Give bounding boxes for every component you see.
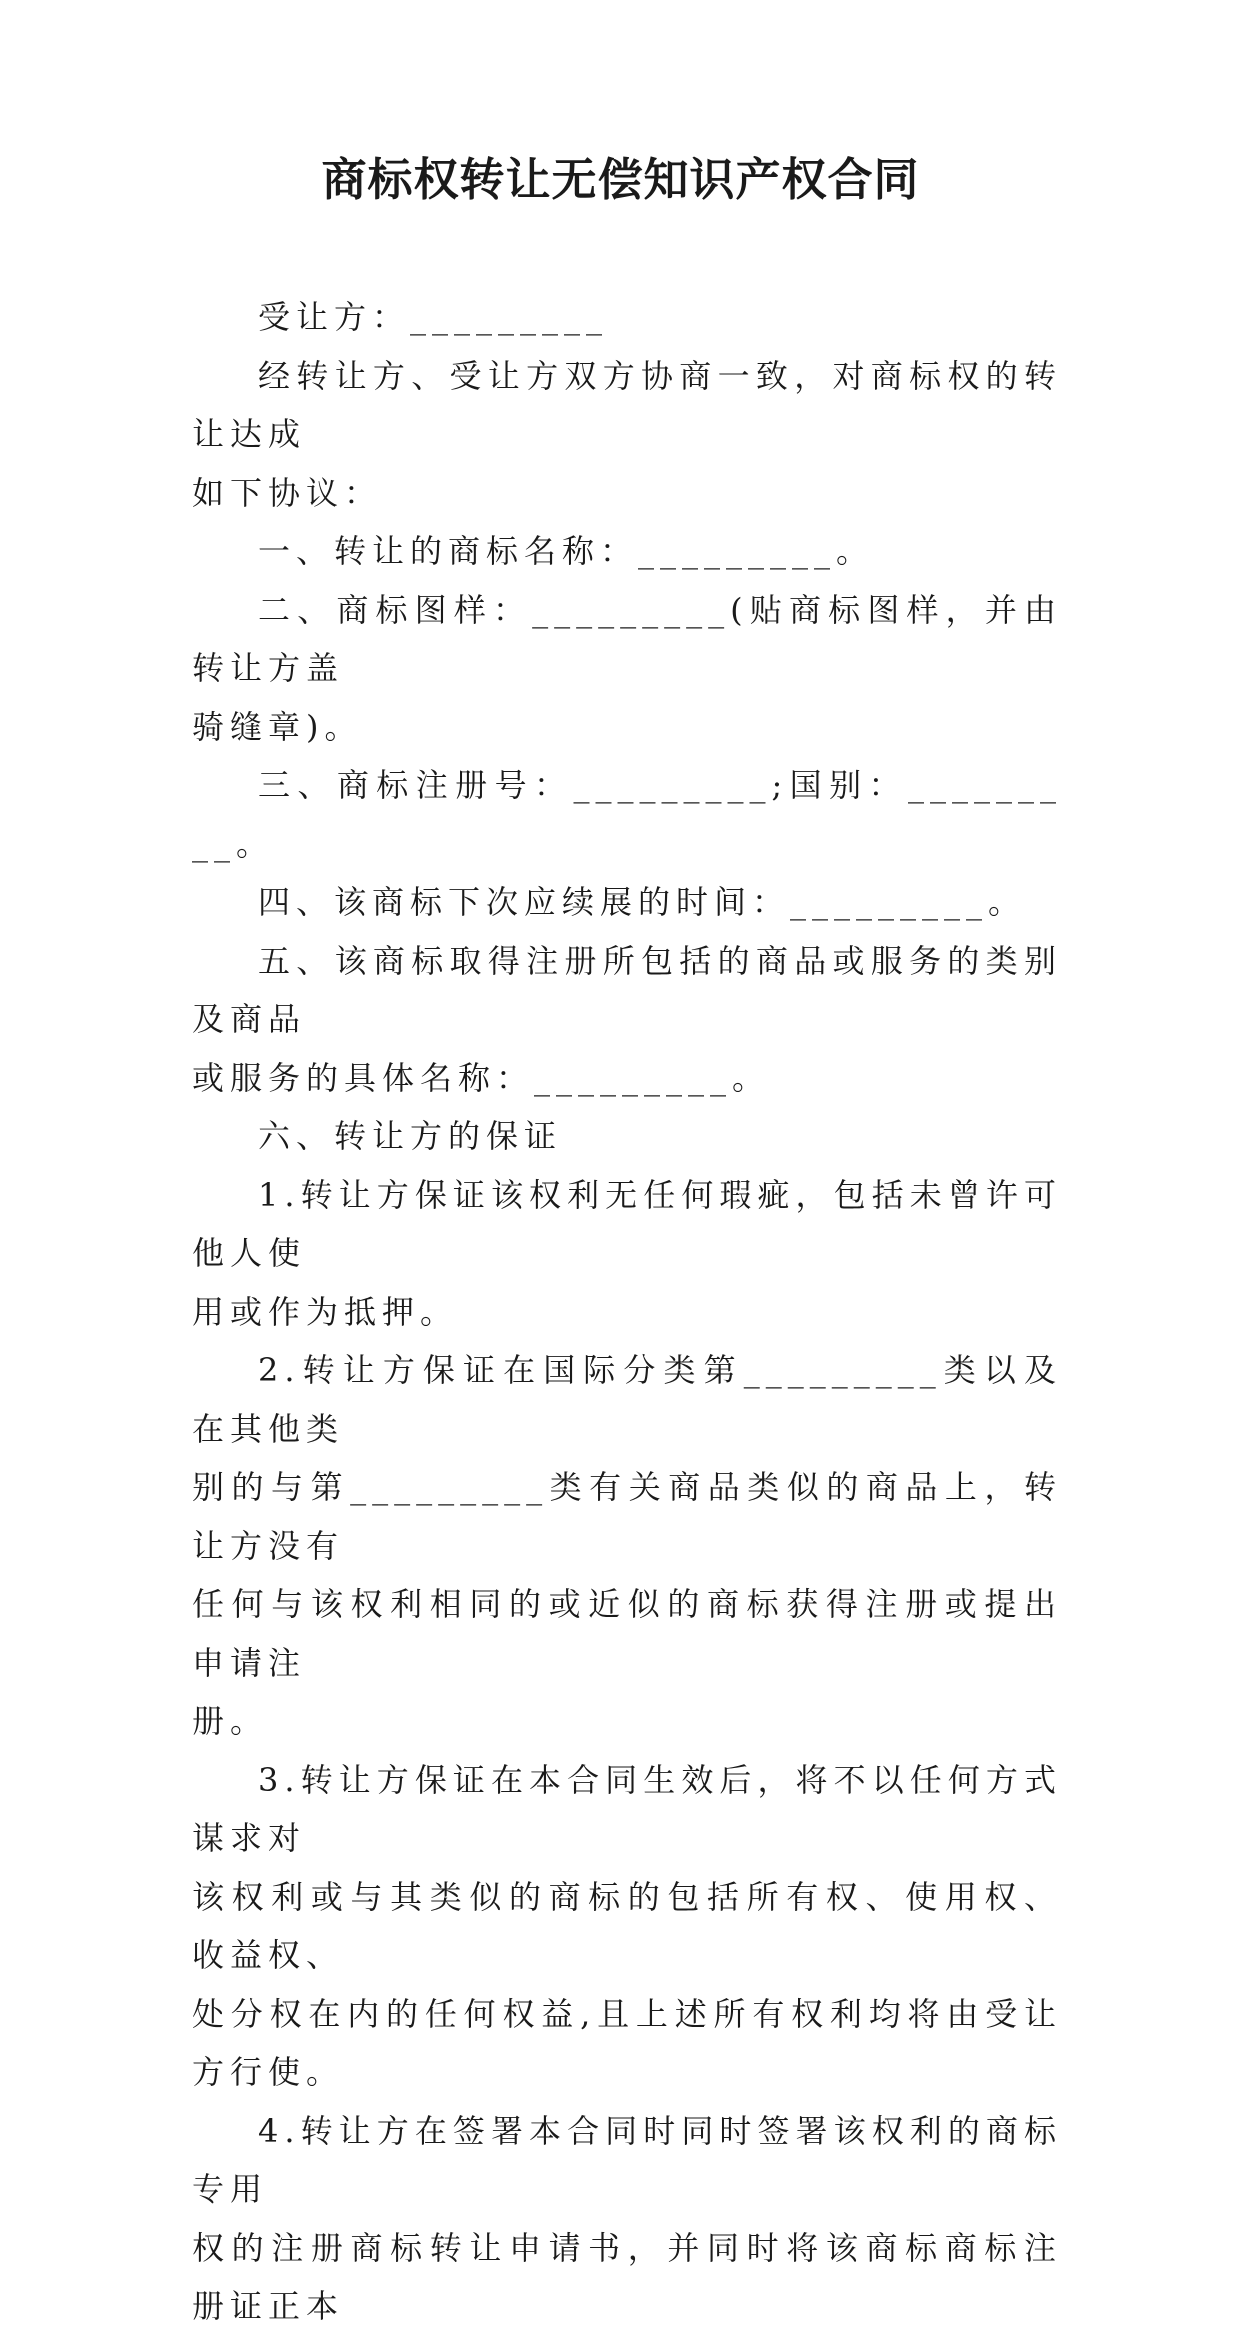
text-line: 1.转让方保证该权利无任何瑕疵，包括未曾许可他人使 [192,1175,1062,1272]
text-line: 受让方：_________ [258,298,609,336]
paragraph-clause-1 [192,522,1062,581]
text-line: 骑缝章)。 [192,707,363,746]
paragraph-agreement-intro [192,347,1062,523]
paragraph-clause-3 [192,756,1062,873]
paragraph-clause-2 [192,581,1062,757]
text-line: 处分权在内的任何权益,且上述所有权利均将由受让方行使。 [192,1994,1062,2091]
text-line: 经转让方、受让方双方协商一致，对商标权的转让达成 [192,356,1062,453]
text-line: 该权利或与其类似的商标的包括所有权、使用权、收益权、 [192,1877,1062,1974]
paragraph-warranty-3 [192,1751,1062,2102]
text-line: 任何与该权利相同的或近似的商标获得注册或提出申请注 [192,1585,1062,1682]
document-body [192,288,1062,2336]
paragraph-clause-5 [192,932,1062,1108]
text-line: 3.转让方保证在本合同生效后，将不以任何方式谋求对 [192,1760,1062,1857]
paragraph-warranty-2 [192,1341,1062,1751]
paragraph-warranty-1 [192,1166,1062,1342]
text-line: 三、商标注册号：_________;国别：_________。 [192,766,1062,863]
text-line: 4.转让方在签署本合同时同时签署该权利的商标专用 [192,2111,1062,2208]
paragraph-clause-4 [192,873,1062,932]
text-line: 五、该商标取得注册所包括的商品或服务的类别及商品 [192,941,1062,1038]
paragraph-warranty-4 [192,2102,1062,2336]
text-line: 别的与第_________类有关商品类似的商品上，转让方没有 [192,1468,1062,1565]
document-title: 商标权转让无偿知识产权合同 [321,153,920,206]
text-line: 一、转让的商标名称：_________。 [258,532,875,570]
text-line: 或服务的具体名称：_________。 [192,1058,771,1097]
text-line: 如下协议： [192,473,383,512]
text-line: 册。 [192,1702,269,1740]
paragraph-assignee [192,288,1062,347]
text-line: 权的注册商标转让申请书，并同时将该商标商标注册证正本 [192,2228,1062,2325]
paragraph-clause-6-heading [192,1107,1062,1166]
text-line: 用或作为抵押。 [192,1292,459,1331]
text-line: 二、商标图样：_________(贴商标图样，并由转让方盖 [192,590,1062,687]
text-line: 六、转让方的保证 [258,1117,563,1155]
text-line: 2.转让方保证在国际分类第_________类以及在其他类 [192,1351,1062,1448]
text-line: 四、该商标下次应续展的时间：_________。 [258,883,1027,921]
